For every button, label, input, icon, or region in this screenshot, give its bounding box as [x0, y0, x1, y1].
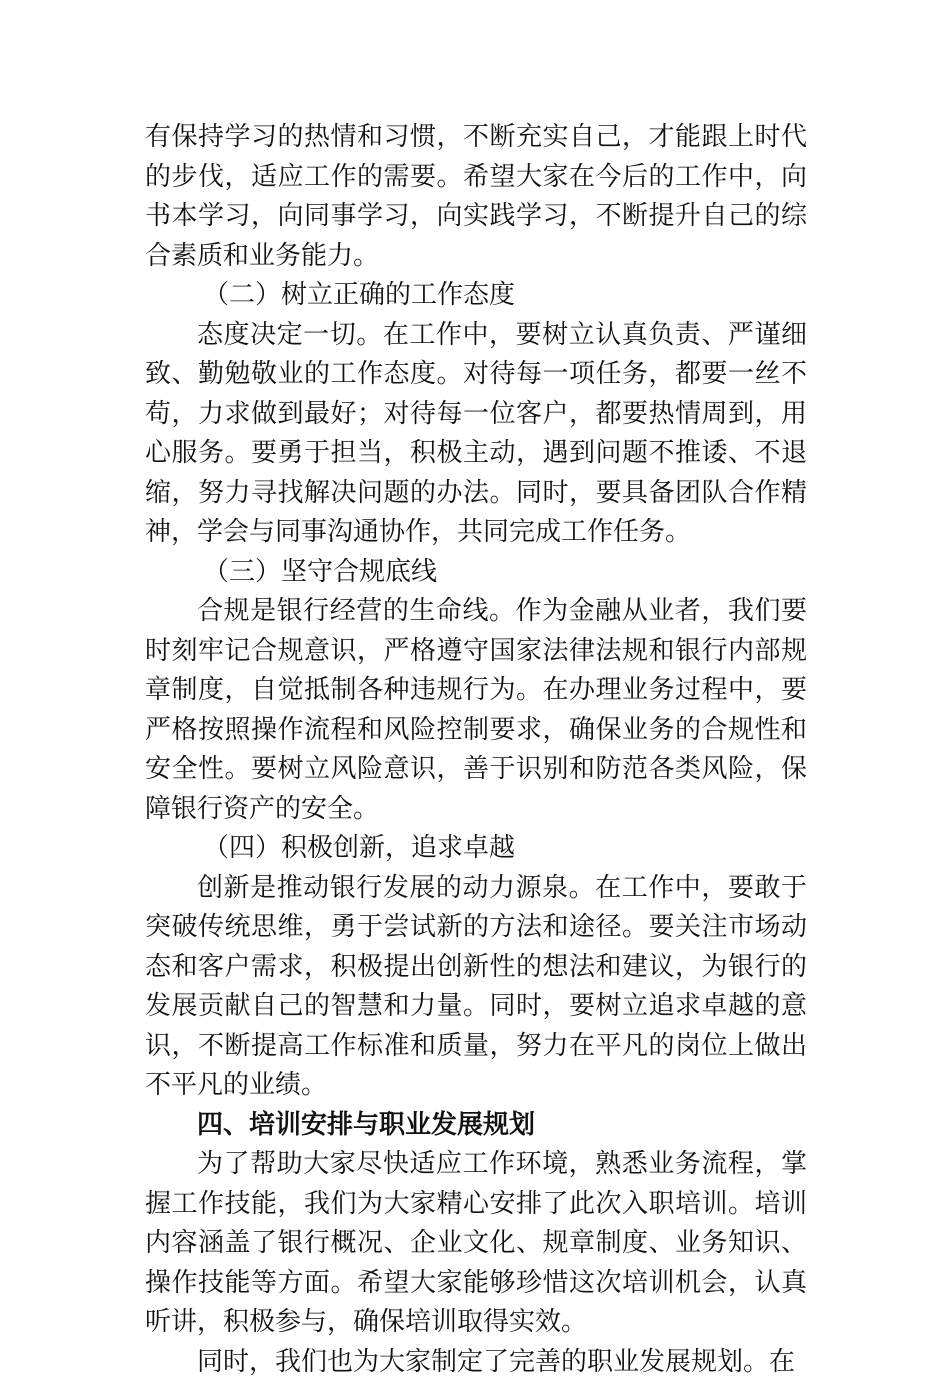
subheading-work-attitude: （二）树立正确的工作态度 [145, 276, 807, 316]
document-page [145, 118, 807, 1382]
paragraph-career: 同时，我们也为大家制定了完善的职业发展规划。在 [145, 1343, 807, 1382]
paragraph-training: 为了帮助大家尽快适应工作环境，熟悉业务流程，掌握工作技能，我们为大家精心安排了此次入职培训。培训内容涵盖了银行概况、企业文化、规章制度、业务知识、操作技能等方面。希望大家能够珍惜这次培训机会，认真听讲，积极参与，确保培训取得实效。 [145, 1145, 807, 1343]
paragraph-compliance: 合规是银行经营的生命线。作为金融从业者，我们要时刻牢记合规意识，严格遵守国家法律法规和银行内部规章制度，自觉抵制各种违规行为。在办理业务过程中，要严格按照操作流程和风险控制要求，确保业务的合规性和安全性。要树立风险意识，善于识别和防范各类风险，保障银行资产的安全。 [145, 592, 807, 829]
section-heading-training: 四、培训安排与职业发展规划 [145, 1106, 807, 1146]
paragraph-continued: 有保持学习的热情和习惯，不断充实自己，才能跟上时代的步伐，适应工作的需要。希望大家在今后的工作中，向书本学习，向同事学习，向实践学习，不断提升自己的综合素质和业务能力。 [145, 118, 807, 276]
paragraph-innovation: 创新是推动银行发展的动力源泉。在工作中，要敢于突破传统思维，勇于尝试新的方法和途径。要关注市场动态和客户需求，积极提出创新性的想法和建议，为银行的发展贡献自己的智慧和力量。同时，要树立追求卓越的意识，不断提高工作标准和质量，努力在平凡的岗位上做出不平凡的业绩。 [145, 869, 807, 1106]
subheading-innovation: （四）积极创新，追求卓越 [145, 829, 807, 869]
paragraph-work-attitude: 态度决定一切。在工作中，要树立认真负责、严谨细致、勤勉敬业的工作态度。对待每一项任务，都要一丝不苟，力求做到最好；对待每一位客户，都要热情周到，用心服务。要勇于担当，积极主动，遇到问题不推诿、不退缩，努力寻找解决问题的办法。同时，要具备团队合作精神，学会与同事沟通协作，共同完成工作任务。 [145, 316, 807, 553]
subheading-compliance: （三）坚守合规底线 [145, 553, 807, 593]
